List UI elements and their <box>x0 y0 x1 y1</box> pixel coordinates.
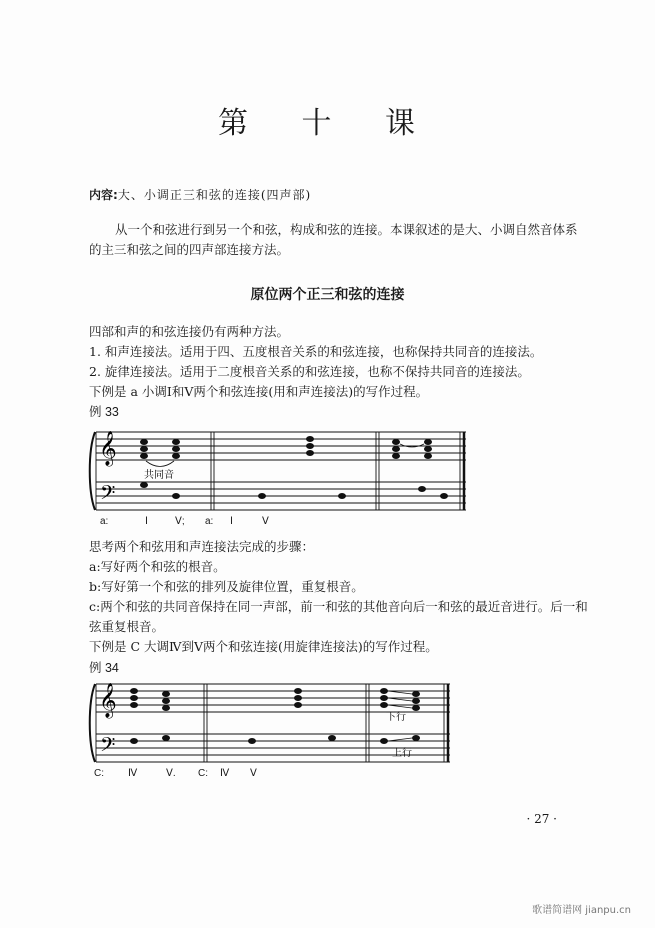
ex34-chord-C1: C: <box>94 768 104 779</box>
ex33-chord-V1: Ⅴ; <box>175 516 185 527</box>
text-line-2: 1. 和声连接法。适用于四、五度根音关系的和弦连接，也称保持共同音的连接法。 <box>89 344 543 359</box>
ex34-chord-V2: Ⅴ <box>250 768 257 779</box>
ex34-chord-IV1: Ⅳ <box>128 768 138 779</box>
page-number: · 27 · <box>526 812 557 826</box>
treble-clef-icon-2: 𝄞 <box>99 683 117 718</box>
step-c: c:两个和弦的共同音保持在同一声部，前一和弦的其他音向后一和弦的最近音进行。后一和弦重复根音。 <box>89 599 588 634</box>
section-title: 原位两个正三和弦的连接 <box>250 287 405 303</box>
text-line-4: 下例是 a 小调Ⅰ和Ⅴ两个和弦连接(用和声连接法)的写作过程。 <box>89 384 429 399</box>
bass-clef-icon: 𝄢 <box>100 481 116 509</box>
ex33-chord-a2: a: <box>205 516 214 527</box>
lesson-title: 第 十 课 <box>217 106 438 141</box>
content-label: 内容: <box>89 188 118 202</box>
intro-paragraph: 从一个和弦进行到另一个和弦，构成和弦的连接。本课叙述的是大、小调自然音体系的主三和弦之间的四声部连接方法。 <box>89 222 578 257</box>
ex34-chord-IV2: Ⅳ <box>220 768 230 779</box>
example-34-score <box>86 676 456 768</box>
ascending-annotation: 上行 <box>392 748 412 759</box>
text-line-3: 2. 旋律连接法。适用于二度根音关系的和弦连接，也称不保持共同音的连接法。 <box>89 364 530 379</box>
ex33-chord-a1: a: <box>100 516 109 527</box>
ex33-chord-V2: Ⅴ <box>262 516 269 527</box>
step-a: a:写好两个和弦的根音。 <box>89 559 226 574</box>
watermark: 歌谱简谱网 jianpu.cn <box>532 905 631 916</box>
text-line-1: 四部和声的和弦连接仍有两种方法。 <box>89 324 290 339</box>
example-33-score <box>86 420 472 520</box>
descending-annotation: 下行 <box>386 712 406 723</box>
step-b: b:写好第一个和弦的排列及旋律位置，重复根音。 <box>89 579 364 594</box>
ex34-chord-V1: Ⅴ. <box>166 768 176 779</box>
ex33-chord-I1: Ⅰ <box>145 516 148 527</box>
treble-clef-icon: 𝄞 <box>99 431 117 466</box>
example-34-label: 例 34 <box>89 661 119 675</box>
bass-clef-icon-2: 𝄢 <box>100 733 116 761</box>
example-33-label: 例 33 <box>89 405 119 419</box>
ex34-chord-C2: C: <box>198 768 208 779</box>
upper-notes <box>140 436 432 459</box>
content-value: 大、小调正三和弦的连接(四声部) <box>117 188 312 202</box>
steps-intro: 思考两个和弦用和声连接法完成的步骤： <box>89 539 315 554</box>
ex33-chord-I2: Ⅰ <box>230 516 233 527</box>
content-line <box>89 186 311 203</box>
example-34-intro: 下例是 C 大调Ⅳ到Ⅴ两个和弦连接(用旋律连接法)的写作过程。 <box>89 639 438 654</box>
common-tone-annotation: 共同音 <box>144 470 174 481</box>
